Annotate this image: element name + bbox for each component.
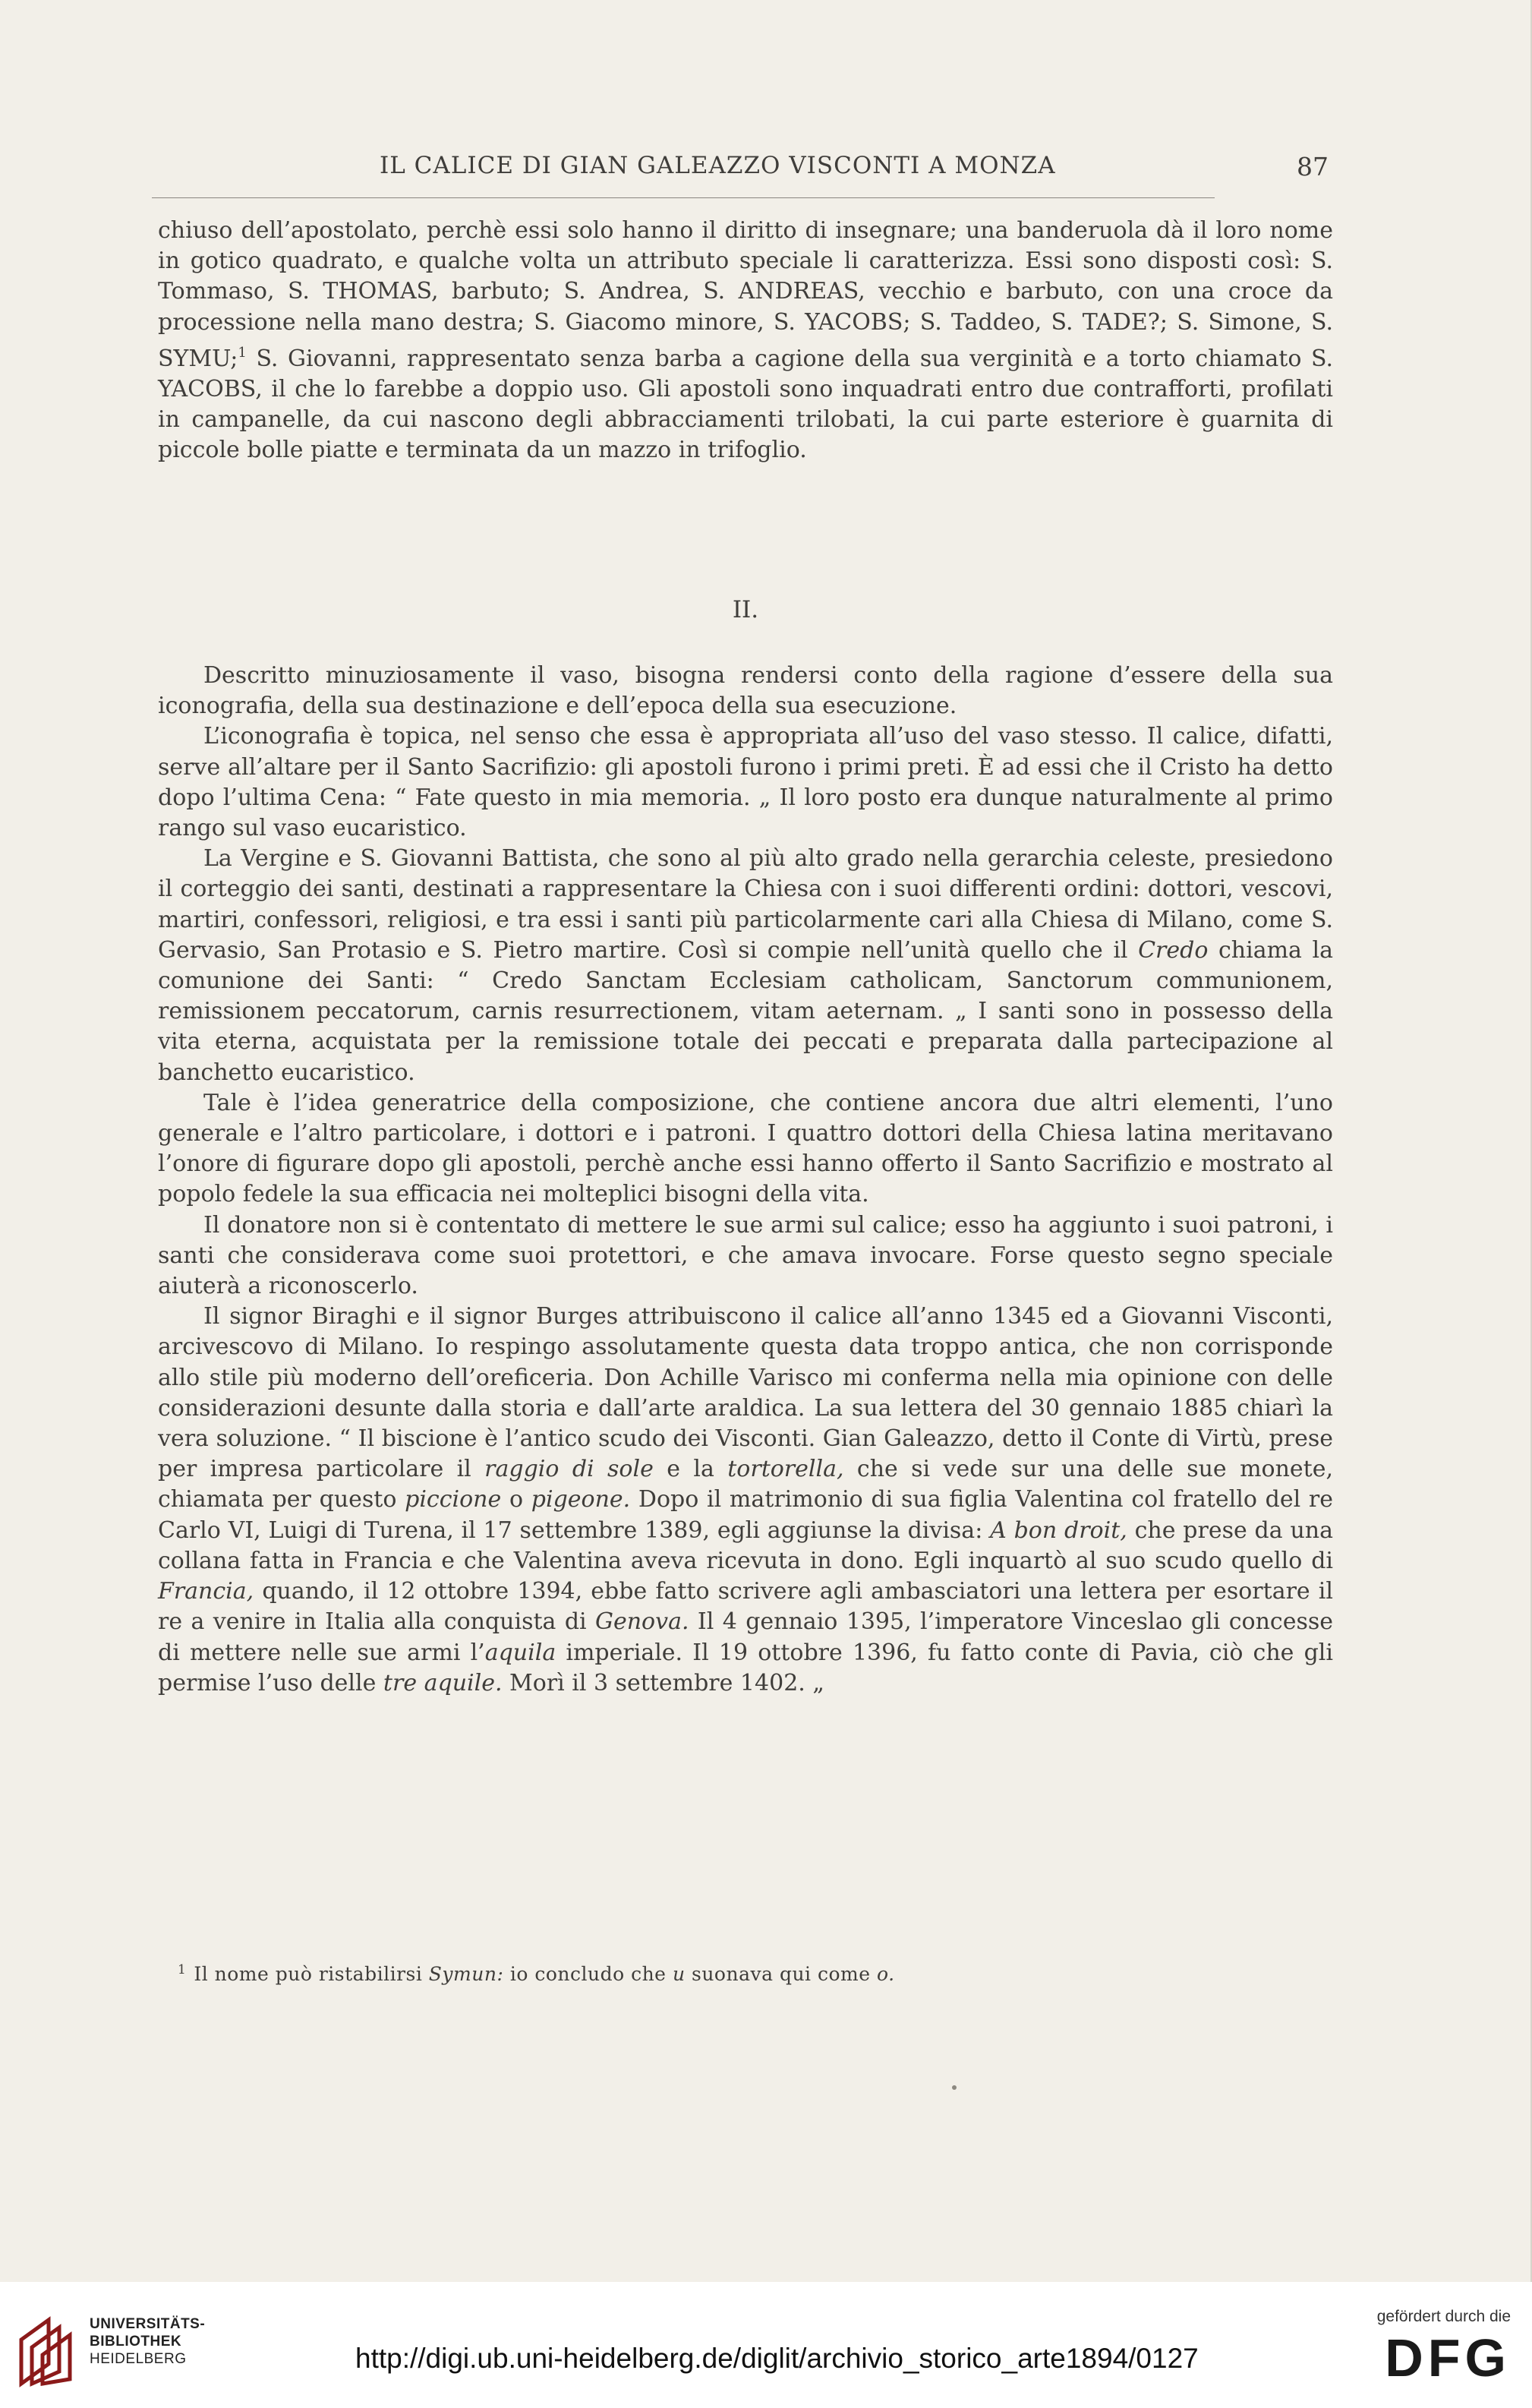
text-run: chiama la comunione dei Santi: “ Credo Sanctam Ecclesiam catholicam, Sanctorum communionem, remissionem peccatorum, carnis resurrectionem, vitam aeternam. „ I santi sono in possesso della vita eterna, acquistata per la remissione totale dei peccati e preparata dalla partecipazione al banchetto eucaristico. <box>158 936 1333 1086</box>
library-name-line: UNIVERSITÄTS- <box>90 2316 206 2332</box>
text-run: o <box>501 1486 531 1513</box>
paragraph <box>158 1302 1333 1699</box>
footnote-reference: 1 <box>238 344 247 361</box>
text-run: quando, il 12 ottobre 1394, ebbe fatto scrivere agli ambasciatori una lettera per esortare il re a venire in Italia alla conquista di <box>158 1578 1333 1636</box>
paragraph: L’iconografia è topica, nel senso che essa è appropriata all’uso del vaso stesso. Il calice, difatti, serve all’altare per il Santo Sacrifizio: gli apostoli furono i primi preti. È ad essi che il Cristo ha detto dopo l’ultima Cena: “ Fate questo in mia memoria. „ Il loro posto era dunque naturalmente al primo rango sul vaso eucaristico. <box>158 723 1333 842</box>
text-run: Dopo il matrimonio di sua figlia Valentina col fratello del re Carlo VI, Luigi di Turena, il 17 settembre 1389, egli aggiunse la divisa: <box>158 1486 1333 1544</box>
paragraph <box>158 216 1333 466</box>
italic-term: piccione <box>405 1486 502 1513</box>
text-run: Morì il 3 settembre 1402. „ <box>502 1669 824 1696</box>
text-run: Il nome può ristabilirsi <box>194 1963 429 1985</box>
library-name-line: HEIDELBERG <box>90 2351 187 2367</box>
italic-term: A bon droit, <box>990 1516 1127 1544</box>
text-run: Il 4 gennaio 1395, l’imperatore Vinceslao gli concesse di mettere nelle sue armi l’ <box>158 1608 1333 1666</box>
italic-term: Symun: <box>428 1963 504 1985</box>
permalink-url[interactable]: http://digi.ub.uni-heidelberg.de/diglit/archivio_storico_arte1894/0127 <box>355 2343 1199 2374</box>
page-header <box>175 149 1329 194</box>
paragraph: Il donatore non si è contentato di mettere le sue armi sul calice; esso ha aggiunto i suoi patroni, i santi che considerava come suoi protettori, e che amava invocare. Forse questo segno speciale aiuterà a riconoscerlo. <box>158 1211 1333 1300</box>
running-title: IL CALICE DI GIAN GALEAZZO VISCONTI A MONZA <box>380 152 1056 179</box>
italic-term: Francia, <box>158 1578 254 1605</box>
funding-text: gefördert durch die <box>1376 2308 1511 2325</box>
paragraph: Descritto minuziosamente il vaso, bisogna rendersi conto della ragione d’essere della sua iconografia, della sua destinazione e dell’epoca della sua esecuzione. <box>158 662 1333 720</box>
italic-term: o. <box>877 1963 895 1985</box>
header-rule <box>152 197 1215 198</box>
text-run: La Vergine e S. Giovanni Battista, che sono al più alto grado nella gerarchia celeste, presiedono il corteggio dei santi, destinati a rappresentare la Chiesa con i suoi differenti ordini: dottori, vescovi, martiri, confessori, religiosi, e tra essi i santi più particolarmente cari alla Chiesa di Milano, come S. Gervasio, San Protasio e S. Pietro martire. Così si compie nell’unità quello che il <box>158 845 1333 964</box>
italic-term: aquila <box>484 1639 556 1666</box>
text-run: io concludo che <box>503 1963 673 1985</box>
text-run: che prese da una collana fatta in Francia e che Valentina aveva ricevuta in dono. Egli inquartò al suo scudo quello di <box>158 1516 1333 1574</box>
print-speck <box>952 2085 957 2090</box>
footnote-mark: 1 <box>178 1962 187 1977</box>
text-run: S. Giovanni, rappresentato senza barba a cagione della sua verginità e a torto chiamato S. YACOBS, il che lo farebbe a doppio uso. Gli apostoli sono inquadrati entro due contrafforti, profilati in campanelle, da cui nascono degli abbracciamenti trilobati, la cui parte esteriore è guarnita di piccole bolle piatte e terminata da un mazzo in trifoglio. <box>158 345 1333 464</box>
library-name-line: BIBLIOTHEK <box>90 2334 182 2350</box>
italic-term: tortorella, <box>727 1456 844 1483</box>
italic-term: Genova. <box>595 1608 689 1636</box>
text-run: Il signor Biraghi e il signor Burges attribuiscono il calice all’anno 1345 ed a Giovanni Visconti, arcivescovo di Milano. Io respingo assolutamente questa data troppo antica, che non corrisponde allo stile più moderno dell’oreficeria. Don Achille Varisco mi conferma nella mia opinione con delle considerazioni desunte dalla storia e dall’arte araldica. La sua lettera del 30 gennaio 1885 chiarì la vera soluzione. “ Il biscione è l’antico scudo dei Visconti. Gian Galeazzo, detto il Conte di Virtù, prese per impresa particolare il <box>158 1303 1333 1483</box>
viewer-footer <box>0 2282 1532 2408</box>
italic-term: u <box>672 1963 686 1985</box>
text-block-section-2 <box>158 661 1333 1699</box>
footnote <box>178 1962 1316 1985</box>
italic-term: raggio di sole <box>484 1456 654 1483</box>
text-run: imperiale. Il 19 ottobre 1396, fu fatto conte di Pavia, ciò che gli permise l’uso delle <box>158 1639 1333 1696</box>
paragraph <box>158 844 1333 1088</box>
funding-note <box>1336 2308 1511 2385</box>
section-number: II. <box>732 596 759 623</box>
text-run: e la <box>653 1456 728 1483</box>
page-number: 87 <box>1297 152 1329 181</box>
paragraph: Tale è l’idea generatrice della composizione, che contiene ancora due altri elementi, l’uno generale e l’altro particolare, i dottori e i patroni. I quattro dottori della Chiesa latina meritavano l’onore di figurare dopo gli apostoli, perchè anche essi hanno offerto il Santo Sacrifizio e mostrato al popolo fedele la sua efficacia nei molteplici bisogni della vita. <box>158 1089 1333 1208</box>
italic-term: tre aquile. <box>383 1669 503 1696</box>
italic-term: Credo <box>1138 936 1209 964</box>
library-name <box>90 2315 205 2368</box>
text-block-continuation <box>158 216 1333 466</box>
text-run: chiuso dell’apostolato, perchè essi solo hanno il diritto di insegnare; una banderuola dà il loro nome in gotico quadrato, e qualche volta un attributo speciale li caratterizza. Essi sono disposti così: S. Tommaso, S. THOMAS, barbuto; S. Andrea, S. ANDREAS, vecchio e barbuto, con una croce da processione nella mano destra; S. Giacomo minore, S. YACOBS; S. Taddeo, S. TADE?; S. Simone, S. SYMU; <box>158 217 1333 372</box>
text-run: che si vede sur una delle sue monete, chiamata per questo <box>158 1456 1333 1513</box>
italic-term: pigeone. <box>531 1486 631 1513</box>
dfg-logo: DFG <box>1385 2328 1511 2387</box>
text-run: suonava qui come <box>685 1963 878 1985</box>
library-logo-icon <box>15 2314 80 2390</box>
